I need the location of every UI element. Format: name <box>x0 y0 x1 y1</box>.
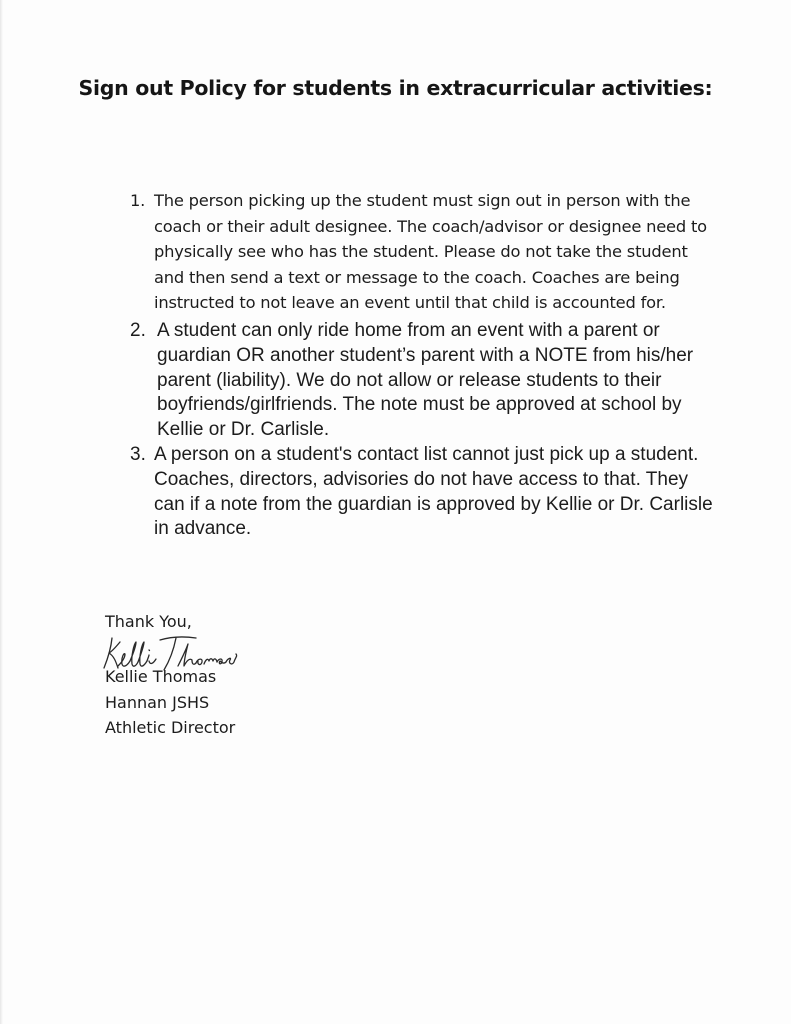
policy-item-2 <box>130 319 720 443</box>
closing-text: Thank You, <box>105 612 192 631</box>
item-text: A person on a student's contact list cannot just pick up a student. Coaches, directors, advisories do not have access to that. They can if a note from the guardian is approved by Kellie or Dr. Carlisle in advance. <box>154 443 713 540</box>
policy-item-3 <box>130 443 720 542</box>
item-text: A student can only ride home from an event with a parent or guardian OR another student’s parent with a NOTE from his/her parent (liability). We do not allow or release students to their boyfriends/girlfriends. The note must be approved at school by Kellie or Dr. Carlisle. <box>157 319 694 441</box>
policy-list <box>130 188 720 542</box>
item-number: 1. <box>130 191 146 210</box>
signer-role: Athletic Director <box>105 718 236 737</box>
document-title: Sign out Policy for students in extracurricular activities: <box>78 76 713 100</box>
signature-block <box>105 664 235 741</box>
item-number: 3. <box>130 443 146 465</box>
item-number: 2. <box>130 319 146 341</box>
scan-edge <box>0 0 3 1024</box>
policy-item-1 <box>130 188 720 316</box>
signer-name: Kellie Thomas <box>105 667 217 686</box>
item-text: The person picking up the student must sign out in person with the coach or their adult designee. The coach/advisor or designee need to physically see who has the student. Please do not take the student and then send a text or message to the coach. Coaches are being instructed to not leave an event until that child is accounted for. <box>154 191 707 313</box>
organization: Hannan JSHS <box>105 692 210 712</box>
